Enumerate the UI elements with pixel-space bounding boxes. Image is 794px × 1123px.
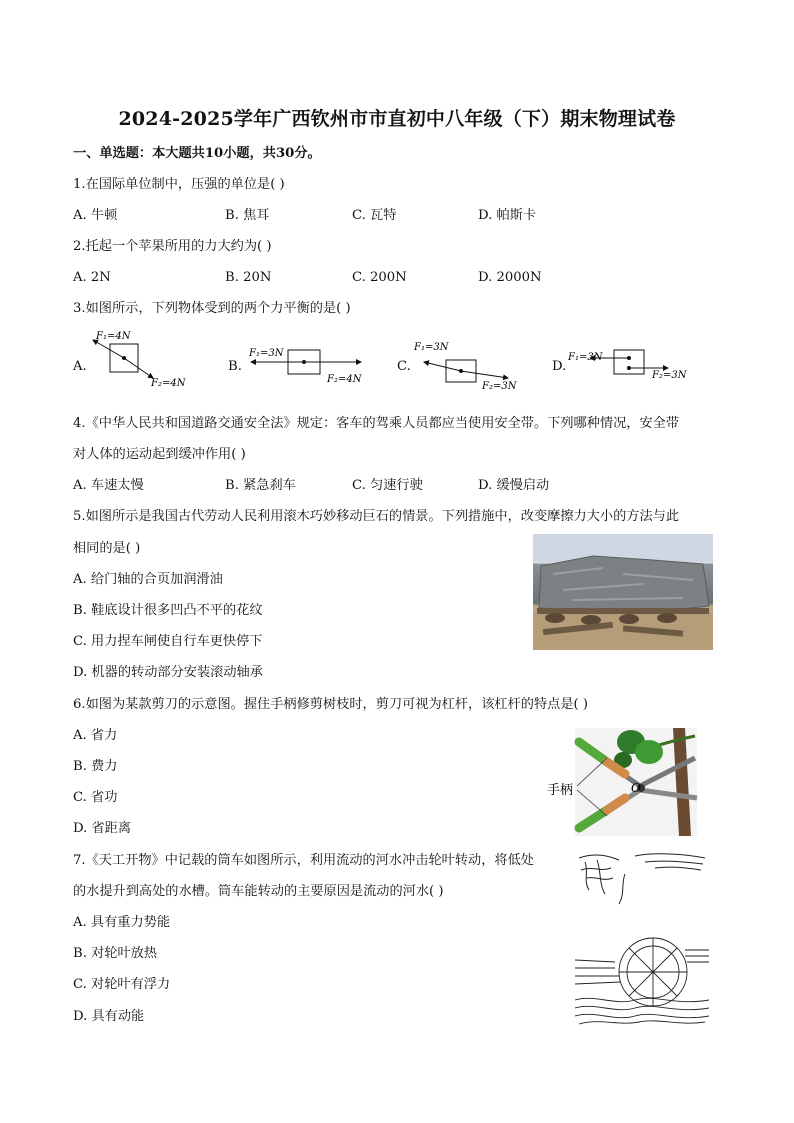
q6-option-d: D. 省距离	[73, 821, 132, 836]
question-4-stem-line1: 4.《中华人民共和国道路交通安全法》规定：客车的驾乘人员都应当使用安全带。下列哪种情况，安全带	[73, 416, 680, 431]
rolling-logs-photo	[533, 534, 713, 650]
q7-option-b: B. 对轮叶放热	[73, 946, 158, 961]
q3-option-c: C.	[397, 359, 411, 374]
waterwheel-figure	[575, 850, 709, 1026]
q4-option-a: A. 车速太慢	[73, 478, 144, 493]
q4-option-b: B. 紧急刹车	[225, 478, 296, 493]
q5-option-b: B. 鞋底设计很多凹凸不平的花纹	[73, 603, 263, 618]
q6-option-c: C. 省功	[73, 790, 118, 805]
question-7-stem-line1: 7.《天工开物》中记载的筒车如图所示，利用流动的河水冲击轮叶转动，将低处	[73, 853, 534, 868]
q3-diagram-a	[85, 326, 195, 392]
q5-option-d: D. 机器的转动部分安装滚动轴承	[73, 665, 263, 680]
question-4-stem-line2: 对人体的运动起到缓冲作用( )	[73, 447, 246, 462]
q1-option-d: D. 帕斯卡	[478, 208, 537, 223]
question-7-stem-line2: 的水提升到高处的水槽。筒车能转动的主要原因是流动的河水( )	[73, 884, 444, 899]
handle-label: 手柄	[547, 783, 574, 798]
q3a-f1-label: F₁=4N	[96, 331, 131, 342]
q3-diagram-d	[568, 346, 698, 390]
q3b-f1-label: F₁=3N	[249, 348, 284, 359]
q7-option-d: D. 具有动能	[73, 1009, 145, 1024]
q3d-f1-label: F₁=3N	[568, 352, 603, 363]
question-3-stem: 3.如图所示，下列物体受到的两个力平衡的是( )	[73, 301, 351, 316]
section-heading: 一、单选题：本大题共10小题，共30分。	[73, 146, 321, 161]
q3-option-d: D.	[552, 359, 567, 374]
stone-illustration	[533, 534, 713, 650]
exam-title: 2024-2025学年广西钦州市市直初中八年级（下）期末物理试卷	[118, 108, 676, 130]
q7-option-c: C. 对轮叶有浮力	[73, 977, 171, 992]
q5-option-a: A. 给门轴的合页加润滑油	[73, 572, 223, 587]
q2-option-b: B. 20N	[225, 270, 272, 285]
q3a-f2-label: F₂=4N	[151, 378, 186, 389]
pivot-label: O	[631, 781, 641, 795]
q6-option-b: B. 费力	[73, 759, 118, 774]
q2-option-c: C. 200N	[352, 270, 407, 285]
q2-option-d: D. 2000N	[478, 270, 542, 285]
q3-diagram-c	[412, 334, 532, 392]
question-5-stem-line2: 相同的是( )	[73, 541, 141, 556]
q1-option-c: C. 瓦特	[352, 208, 397, 223]
q4-option-c: C. 匀速行驶	[352, 478, 423, 493]
q3-option-b: B.	[228, 359, 242, 374]
q6-option-a: A. 省力	[73, 728, 118, 743]
q3b-f2-label: F₂=4N	[327, 374, 362, 385]
q3c-f2-label: F₂=3N	[482, 381, 517, 392]
q3d-f2-label: F₂=3N	[652, 370, 687, 381]
q7-option-a: A. 具有重力势能	[73, 915, 171, 930]
q2-option-a: A. 2N	[73, 270, 111, 285]
q3-diagram-b	[243, 340, 373, 388]
question-2-stem: 2.托起一个苹果所用的力大约为( )	[73, 239, 272, 254]
q5-option-c: C. 用力捏车闸使自行车更快停下	[73, 634, 263, 649]
q4-option-d: D. 缓慢启动	[478, 478, 550, 493]
question-6-stem: 6.如图为某款剪刀的示意图。握住手柄修剪树枝时，剪刀可视为杠杆，该杠杆的特点是( )	[73, 697, 588, 712]
q1-option-b: B. 焦耳	[225, 208, 270, 223]
pruning-shears-figure	[545, 728, 700, 836]
question-1-stem: 1.在国际单位制中，压强的单位是( )	[73, 177, 285, 192]
q3c-f1-label: F₁=3N	[414, 342, 449, 353]
q3-option-a: A.	[73, 359, 87, 374]
question-5-stem-line1: 5.如图所示是我国古代劳动人民利用滚木巧妙移动巨石的情景。下列措施中，改变摩擦力大小的方法与此	[73, 509, 680, 524]
q1-option-a: A. 牛顿	[73, 208, 118, 223]
